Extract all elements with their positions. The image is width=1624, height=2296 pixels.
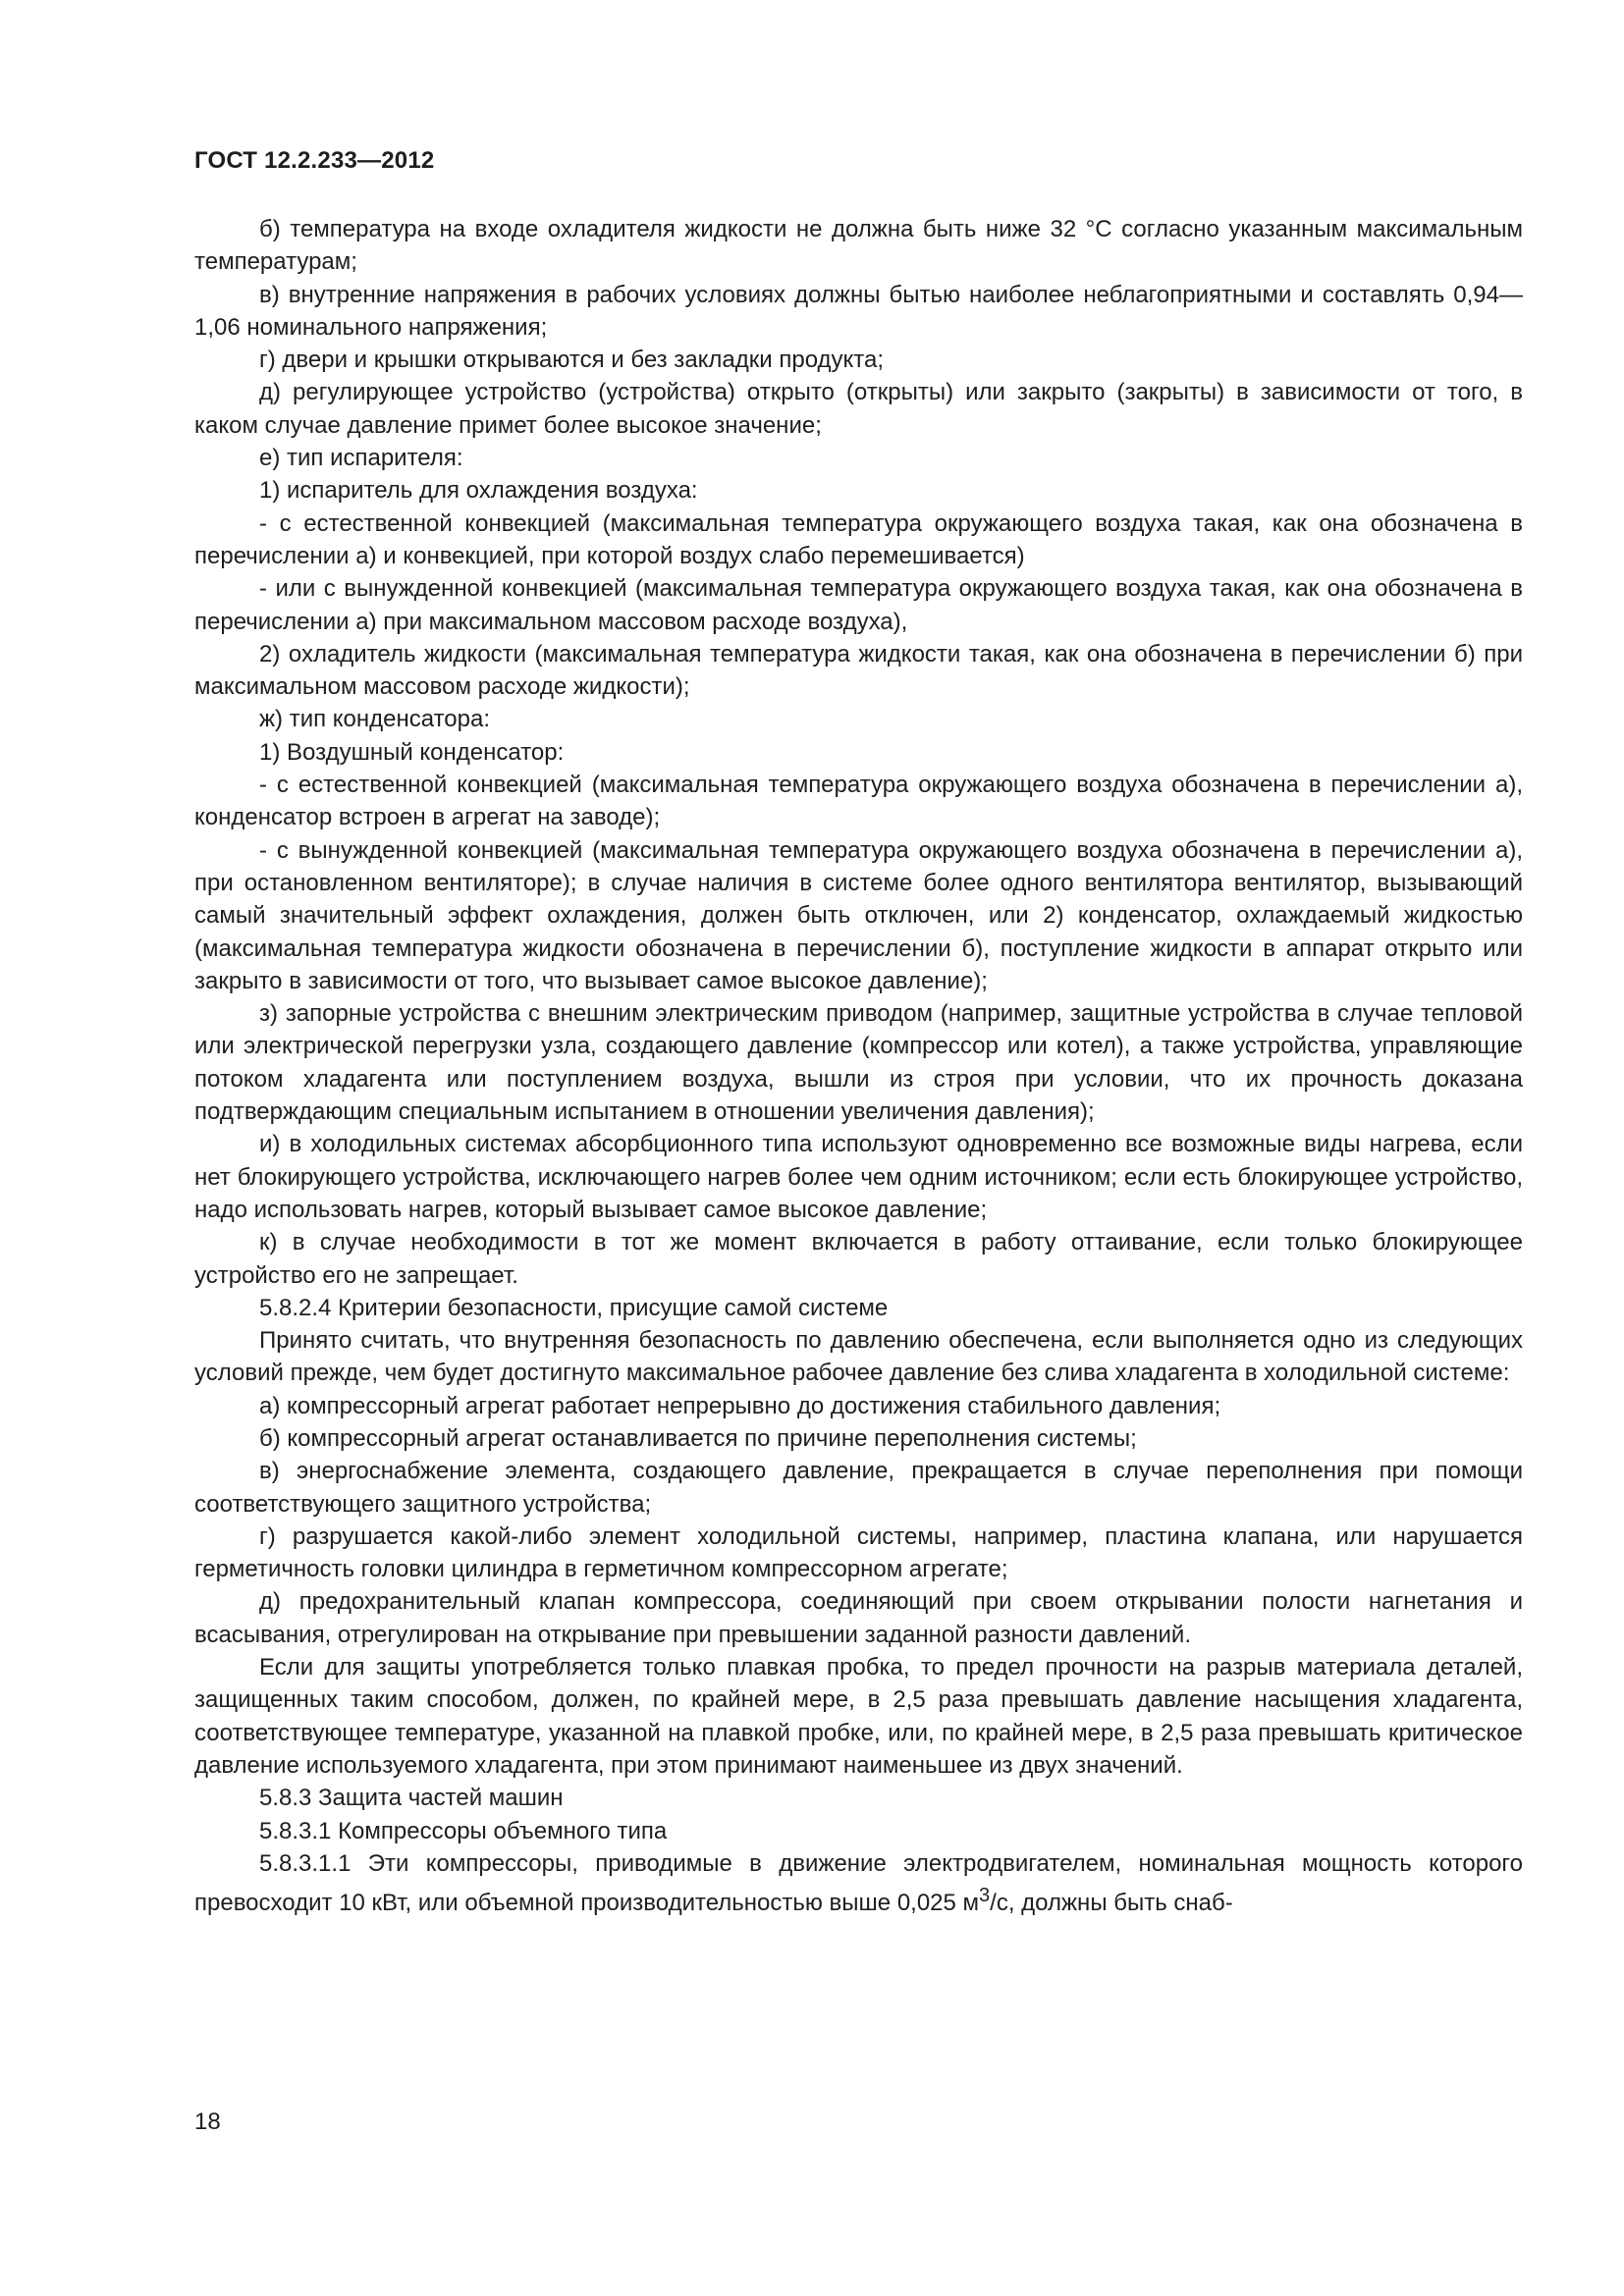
paragraph-e2-liquid-cooler: 2) охладитель жидкости (максимальная температура жидкости такая, как она обозначена в перечислении б) при максимальном массовом расходе жидкости); bbox=[194, 640, 1523, 701]
paragraph-5-8-3-1-1-tail: /с, должны быть снаб- bbox=[990, 1890, 1233, 1917]
paragraph-e1-air-evaporator: 1) испаритель для охлаждения воздуха: bbox=[259, 477, 698, 505]
paragraph-5-8-3-1-1-text: 5.8.3.1.1 Эти компрессоры, приводимые в движение электродвигателем, номинальная мощность которого превосходит 10 кВт, или объемной производительностью выше 0,025 м bbox=[194, 1849, 1523, 1917]
paragraph-a-compressor-continuous: а) компрессорный агрегат работает непрерывно до достижения стабильного давления; bbox=[259, 1392, 1221, 1419]
paragraph-zh-condenser-type: ж) тип конденсатора: bbox=[259, 706, 491, 733]
paragraph-intrinsic-safety: Принято считать, что внутренняя безопасность по давлению обеспечена, если выполняется одно из следующих условий прежде, чем будет достигнуто максимальное рабочее давление без слива хладагента в холодильной системе: bbox=[194, 1327, 1523, 1387]
body-text bbox=[194, 213, 1523, 1919]
section-heading-5-8-3-1: 5.8.3.1 Компрессоры объемного типа bbox=[259, 1817, 668, 1844]
section-heading-5-8-2-4: 5.8.2.4 Критерии безопасности, присущие самой системе bbox=[259, 1294, 889, 1321]
paragraph-v-internal-voltages: в) внутренние напряжения в рабочих условиях должны бытью наиболее неблагоприятными и составлять 0,94—1,06 номинального напряжения; bbox=[194, 281, 1523, 341]
paragraph-b-liquid-cooler-temperature: б) температура на входе охладителя жидкости не должна быть ниже 32 °С согласно указанным максимальным температурам; bbox=[194, 216, 1523, 276]
paragraph-zh1-forced-convection: - с вынужденной конвекцией (максимальная температура окружающего воздуха обозначена в перечислении а), при остановленном вентиляторе); в случае наличия в системе более одного вентилятора вентилятор, вызывающий самый значительный эффект охлаждения, должен быть отключен, или 2) конденсатор, охлаждаемый жидкостью (максимальная температура жидкости обозначена в перечислении б), поступление жидкости в аппарат открыто или закрыто в зависимости от того, что вызывает самое высокое давление); bbox=[194, 836, 1523, 994]
paragraph-zh1-natural-convection: - с естественной конвекцией (максимальная температура окружающего воздуха обозначена в перечислении а), конденсатор встроен в агрегат на заводе); bbox=[194, 772, 1523, 831]
paragraph-k-defrosting: к) в случае необходимости в тот же момент включается в работу оттаивание, если только блокирующее устройство его не запрещает. bbox=[194, 1229, 1523, 1289]
section-heading-5-8-3: 5.8.3 Защита частей машин bbox=[259, 1785, 564, 1812]
paragraph-b-compressor-stops: б) компрессорный агрегат останавливается по причине переполнения системы; bbox=[259, 1424, 1137, 1452]
paragraph-d-regulating-device: д) регулирующее устройство (устройства) открыто (открыты) или закрыто (закрыты) в зависимости от того, в каком случае давление примет более высокое значение; bbox=[194, 379, 1523, 439]
cubic-superscript: 3 bbox=[979, 1885, 991, 1907]
paragraph-e1-forced-convection: - или с вынужденной конвекцией (максимальная температура окружающего воздуха такая, как она обозначена в перечислении а) при максимальном массовом расходе воздуха), bbox=[194, 575, 1523, 635]
paragraph-zh1-air-condenser: 1) Воздушный конденсатор: bbox=[259, 738, 565, 766]
paragraph-g-doors-and-lids: г) двери и крышки открываются и без закладки продукта; bbox=[259, 347, 885, 374]
page-number: 18 bbox=[194, 2109, 221, 2135]
paragraph-d-relief-valve: д) предохранительный клапан компрессора, соединяющий при своем открывании полости нагнетания и всасывания, отрегулирован на открывание при превышении заданной разности давлений. bbox=[194, 1588, 1523, 1648]
paragraph-z-shutoff-devices: з) запорные устройства с внешним электрическим приводом (например, защитные устройства в случае тепловой или электрической перегрузки узла, создающего давление (компрессор или котел), а также устройства, управляющие потоком хладагента или поступлением воздуха, вышли из строя при условии, что их прочность доказана подтверждающим специальным испытанием в отношении увеличения давления); bbox=[194, 1000, 1523, 1126]
paragraph-e-evaporator-type: е) тип испарителя: bbox=[259, 445, 463, 472]
paragraph-g-element-failure: г) разрушается какой-либо элемент холодильной системы, например, пластина клапана, или нарушается герметичность головки цилиндра в герметичном компрессорном агрегате; bbox=[194, 1522, 1523, 1583]
paragraph-fusible-plug: Если для защиты употребляется только плавкая пробка, то предел прочности на разрыв материала деталей, защищенных таким способом, должен, по крайней мере, в 2,5 раза превышать давление насыщения хладагента, соответствующее температуре, указанной на плавкой пробке, или, по крайней мере, в 2,5 раза превышать критическое давление используемого хладагента, при этом принимают наименьшее из двух значений. bbox=[194, 1654, 1523, 1779]
paragraph-v-power-supply-cut: в) энергоснабжение элемента, создающего давление, прекращается в случае переполнения при помощи соответствующего защитного устройства; bbox=[194, 1458, 1523, 1518]
standard-header: ГОСТ 12.2.233—2012 bbox=[194, 147, 435, 174]
paragraph-e1-natural-convection: - с естественной конвекцией (максимальная температура окружающего воздуха такая, как она обозначена в перечислении а) и конвекцией, при которой воздух слабо перемешивается) bbox=[194, 509, 1523, 569]
paragraph-5-8-3-1-1 bbox=[194, 1847, 1523, 1920]
paragraph-i-absorption-systems: и) в холодильных системах абсорбционного типа используют одновременно все возможные виды нагрева, если нет блокирующего устройства, исключающего нагрев более чем одним источником; если есть блокирующее устройство, надо использовать нагрев, который вызывает самое высокое давление; bbox=[194, 1131, 1523, 1223]
